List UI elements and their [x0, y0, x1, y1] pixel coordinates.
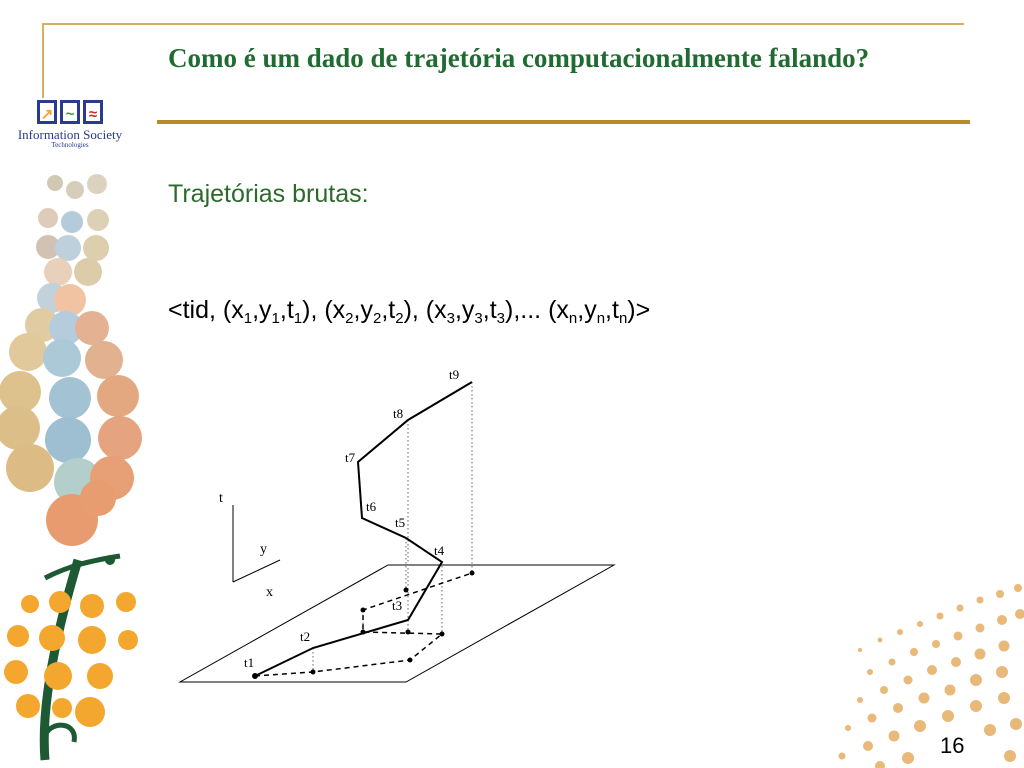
slide-title: Como é um dado de trajetória computacionalmente falando?	[168, 43, 870, 73]
top-decorative-rule	[42, 23, 964, 25]
logo-box-arrow: ↗	[37, 100, 57, 124]
title-underline	[157, 120, 970, 124]
left-decorative-rule	[42, 23, 44, 98]
label-t9: t9	[449, 367, 460, 382]
trajectory-tuple	[168, 296, 650, 327]
label-t6: t6	[366, 499, 377, 514]
subheading: Trajetórias brutas:	[168, 180, 369, 208]
tuple-prefix: <tid,	[168, 296, 223, 324]
axis-label-t: t	[219, 491, 223, 506]
label-t1: t1	[244, 655, 255, 670]
label-t8: t8	[393, 406, 404, 421]
logo-box-wave: ~	[60, 100, 80, 124]
tuple-point-1: $(x_1,y_1,t_1)$,	[222, 296, 325, 327]
axis-label-y: y	[260, 542, 267, 557]
dotted-corner-decoration	[839, 584, 1024, 768]
axis-label-x: x	[266, 585, 273, 600]
label-t4: t4	[434, 543, 445, 558]
tuple-point-n: $(x_n,y_n,t_n)>$	[548, 296, 651, 327]
label-t5: t5	[395, 515, 406, 530]
label-t3: t3	[392, 598, 403, 613]
logo-line2: Technologies	[51, 141, 89, 149]
logo-box-waves: ≈	[83, 100, 103, 124]
label-t7: t7	[345, 450, 356, 465]
page-number: 16	[940, 733, 965, 758]
logo-line1: Information Society	[17, 127, 123, 142]
logo-boxes	[10, 100, 130, 124]
tuple-point-3: $(x_3,y_3,t_3)$,...	[425, 296, 549, 327]
swirl-decoration	[4, 555, 138, 760]
tuple-point-2: $(x_2,y_2,t_2)$,	[324, 296, 426, 327]
hexagon-column-decoration	[0, 174, 142, 546]
ist-logo	[10, 100, 130, 160]
label-t2: t2	[300, 629, 311, 644]
